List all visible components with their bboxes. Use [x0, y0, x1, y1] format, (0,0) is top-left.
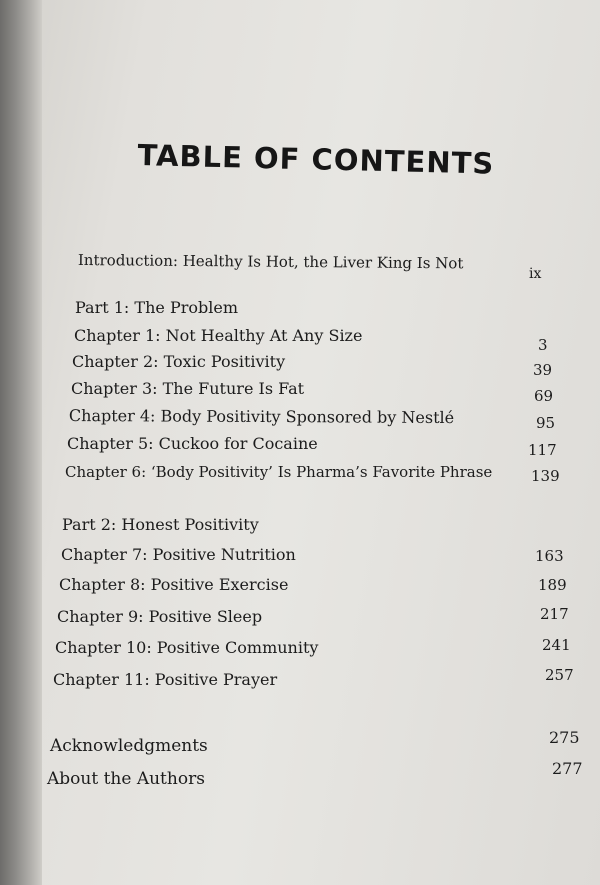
toc-entry-chapter-3: Chapter 3: The Future Is Fat: [71, 379, 305, 398]
toc-page-chapter-6: 139: [531, 467, 560, 485]
toc-page-chapter-3: 69: [534, 387, 554, 405]
book-spine-shadow: [0, 0, 42, 885]
toc-page-introduction: ix: [529, 266, 542, 282]
toc-page-chapter-1: 3: [538, 336, 548, 354]
toc-entry-chapter-5: Chapter 5: Cuckoo for Cocaine: [67, 434, 318, 453]
toc-entry-chapter-4: Chapter 4: Body Positivity Sponsored by Nestlé: [68, 406, 455, 428]
toc-entry-chapter-10: Chapter 10: Positive Community: [55, 638, 319, 657]
toc-entry-introduction: Introduction: Healthy Is Hot, the Liver King Is Not: [77, 251, 464, 273]
toc-entry-chapter-7: Chapter 7: Positive Nutrition: [61, 545, 296, 564]
toc-entry-chapter-6: Chapter 6: ‘Body Positivity’ Is Pharma’s Favorite Phrase: [65, 463, 493, 481]
toc-entry-chapter-2: Chapter 2: Toxic Positivity: [72, 352, 286, 371]
toc-part-1-heading: Part 1: The Problem: [75, 298, 238, 317]
toc-entry-acknowledgments: Acknowledgments: [50, 736, 208, 756]
toc-part-2-heading: Part 2: Honest Positivity: [62, 515, 259, 534]
toc-page-chapter-5: 117: [528, 441, 557, 459]
toc-page-chapter-7: 163: [535, 547, 564, 565]
toc-entry-chapter-1: Chapter 1: Not Healthy At Any Size: [74, 326, 363, 345]
toc-entry-chapter-9: Chapter 9: Positive Sleep: [57, 607, 263, 626]
toc-page-chapter-10: 241: [542, 636, 571, 654]
toc-page-about-the-authors: 277: [552, 759, 583, 778]
toc-page-chapter-9: 217: [540, 605, 569, 623]
toc-page-chapter-2: 39: [533, 361, 553, 379]
toc-page-chapter-11: 257: [545, 666, 574, 684]
page-title: TABLE OF CONTENTS: [137, 138, 495, 181]
toc-page-acknowledgments: 275: [549, 728, 580, 747]
toc-entry-chapter-11: Chapter 11: Positive Prayer: [53, 670, 278, 689]
toc-entry-about-the-authors: About the Authors: [47, 769, 205, 789]
toc-page-chapter-8: 189: [538, 576, 567, 594]
toc-entry-chapter-8: Chapter 8: Positive Exercise: [59, 575, 289, 594]
toc-page-chapter-4: 95: [536, 414, 556, 432]
